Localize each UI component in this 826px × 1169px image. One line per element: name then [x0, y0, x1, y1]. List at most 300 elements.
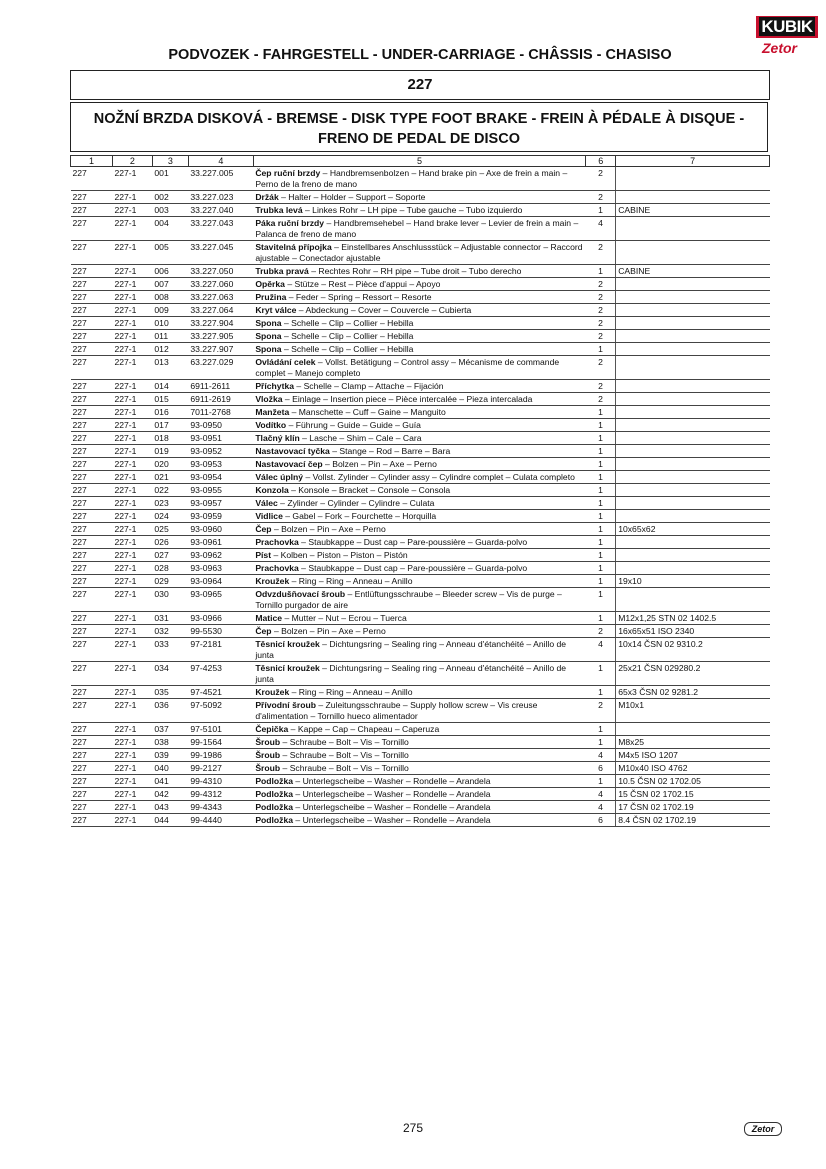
figure-cell: 227-1 [112, 330, 152, 343]
group-cell: 227 [71, 749, 113, 762]
quantity-cell: 1 [586, 432, 616, 445]
figure-cell: 227-1 [112, 406, 152, 419]
description-czech: Spona [255, 344, 282, 354]
description-czech: Příchytka [255, 381, 295, 391]
note-cell: 10.5 ČSN 02 1702.05 [616, 775, 770, 788]
quantity-cell: 1 [586, 662, 616, 686]
description-czech: Kroužek [255, 687, 290, 697]
table-row [71, 445, 770, 458]
description-cell [253, 393, 585, 406]
table-row [71, 356, 770, 380]
part-number-cell: 93-0952 [188, 445, 253, 458]
position-cell: 014 [152, 380, 188, 393]
description-czech: Stavitelná přípojka [255, 242, 332, 252]
table-row [71, 380, 770, 393]
description-cell [253, 380, 585, 393]
position-cell: 031 [152, 612, 188, 625]
part-number-cell: 93-0965 [188, 588, 253, 612]
quantity-cell: 1 [586, 549, 616, 562]
part-number-cell: 93-0966 [188, 612, 253, 625]
position-cell: 030 [152, 588, 188, 612]
figure-cell: 227-1 [112, 588, 152, 612]
description-czech: Manžeta [255, 407, 290, 417]
note-cell [616, 588, 770, 612]
description-translations: – Handbremsenbolzen – Hand brake pin – Axe de frein a main – Perno de la freno de mano [255, 168, 568, 189]
group-cell: 227 [71, 723, 113, 736]
section-header: PODVOZEK - FAHRGESTELL - UNDER-CARRIAGE - CHÂSSIS - CHASISO [168, 47, 672, 63]
position-cell: 015 [152, 393, 188, 406]
note-cell [616, 562, 770, 575]
note-cell [616, 445, 770, 458]
note-cell [616, 217, 770, 241]
description-czech: Prachovka [255, 563, 299, 573]
description-czech: Kryt válce [255, 305, 297, 315]
quantity-cell: 1 [586, 510, 616, 523]
group-cell: 227 [71, 484, 113, 497]
description-translations: – Schraube – Bolt – Vis – Tornillo [280, 763, 409, 773]
position-cell: 005 [152, 241, 188, 265]
group-cell: 227 [71, 330, 113, 343]
part-number-cell: 93-0960 [188, 523, 253, 536]
description-czech: Šroub [255, 763, 281, 773]
description-translations: – Handbremsehebel – Hand brake lever – Levier de frein a main – Palanca de freno de mano [255, 218, 579, 239]
group-cell: 227 [71, 291, 113, 304]
part-number-cell: 93-0957 [188, 497, 253, 510]
figure-cell: 227-1 [112, 686, 152, 699]
group-cell: 227 [71, 241, 113, 265]
figure-cell: 227-1 [112, 356, 152, 380]
group-cell: 227 [71, 612, 113, 625]
note-cell [616, 549, 770, 562]
figure-cell: 227-1 [112, 217, 152, 241]
description-translations: – Konsole – Bracket – Console – Consola [288, 485, 451, 495]
part-number-cell: 93-0955 [188, 484, 253, 497]
part-number-cell: 33.227.904 [188, 317, 253, 330]
description-czech: Tlačný klín [255, 433, 300, 443]
description-cell [253, 304, 585, 317]
note-cell [616, 510, 770, 523]
description-translations: – Bolzen – Pin – Axe – Perno [271, 524, 386, 534]
description-translations: – Einstellbares Anschlussstück – Adjustable connector – Raccord ajustable – Conectador ajustable [255, 242, 583, 263]
quantity-cell: 1 [586, 497, 616, 510]
note-cell: M8x25 [616, 736, 770, 749]
position-cell: 018 [152, 432, 188, 445]
position-cell: 016 [152, 406, 188, 419]
figure-cell: 227-1 [112, 432, 152, 445]
description-cell [253, 625, 585, 638]
figure-cell: 227-1 [112, 317, 152, 330]
position-cell: 023 [152, 497, 188, 510]
note-cell [616, 291, 770, 304]
description-czech: Páka ruční brzdy [255, 218, 325, 228]
position-cell: 026 [152, 536, 188, 549]
part-number-cell: 93-0954 [188, 471, 253, 484]
description-czech: Podložka [255, 789, 294, 799]
table-row [71, 458, 770, 471]
group-cell: 227 [71, 406, 113, 419]
group-cell: 227 [71, 588, 113, 612]
table-row [71, 749, 770, 762]
column-header: 5 [253, 156, 585, 167]
position-cell: 044 [152, 814, 188, 827]
description-translations: – Schraube – Bolt – Vis – Tornillo [280, 750, 409, 760]
position-cell: 029 [152, 575, 188, 588]
table-row [71, 536, 770, 549]
note-cell [616, 393, 770, 406]
note-cell: M12x1,25 STN 02 1402.5 [616, 612, 770, 625]
part-number-cell: 93-0963 [188, 562, 253, 575]
description-cell [253, 278, 585, 291]
description-czech: Čepička [255, 724, 289, 734]
note-cell: M10x40 ISO 4762 [616, 762, 770, 775]
figure-cell: 227-1 [112, 762, 152, 775]
figure-cell: 227-1 [112, 775, 152, 788]
description-translations: – Linkes Rohr – LH pipe – Tube gauche – Tubo izquierdo [302, 205, 523, 215]
description-translations: – Schelle – Clip – Collier – Hebilla [281, 318, 414, 328]
description-translations: – Unterlegscheibe – Washer – Rondelle – Arandela [293, 802, 491, 812]
note-cell [616, 330, 770, 343]
table-row [71, 217, 770, 241]
part-number-cell: 97-5092 [188, 699, 253, 723]
description-cell [253, 775, 585, 788]
description-cell [253, 471, 585, 484]
quantity-cell: 1 [586, 458, 616, 471]
zetor-footer-logo: Zetor [744, 1122, 782, 1136]
table-row [71, 575, 770, 588]
column-header: 7 [616, 156, 770, 167]
position-cell: 039 [152, 749, 188, 762]
table-row [71, 612, 770, 625]
note-cell: M10x1 [616, 699, 770, 723]
position-cell: 009 [152, 304, 188, 317]
group-cell: 227 [71, 510, 113, 523]
description-cell [253, 686, 585, 699]
quantity-cell: 6 [586, 762, 616, 775]
quantity-cell: 2 [586, 291, 616, 304]
position-cell: 036 [152, 699, 188, 723]
note-cell [616, 304, 770, 317]
part-number-cell: 33.227.045 [188, 241, 253, 265]
description-czech: Vodítko [255, 420, 287, 430]
position-cell: 004 [152, 217, 188, 241]
note-cell [616, 191, 770, 204]
table-row [71, 265, 770, 278]
figure-cell: 227-1 [112, 419, 152, 432]
description-czech: Prachovka [255, 537, 299, 547]
part-number-cell: 93-0951 [188, 432, 253, 445]
group-cell: 227 [71, 343, 113, 356]
part-number-cell: 33.227.907 [188, 343, 253, 356]
description-translations: – Stange – Rod – Barre – Bara [329, 446, 451, 456]
group-cell: 227 [71, 536, 113, 549]
group-cell: 227 [71, 638, 113, 662]
description-translations: – Staubkappe – Dust cap – Pare-poussière – Guarda-polvo [298, 563, 528, 573]
description-translations: – Schraube – Bolt – Vis – Tornillo [280, 737, 409, 747]
note-cell: 10x14 ČSN 02 9310.2 [616, 638, 770, 662]
quantity-cell: 1 [586, 419, 616, 432]
note-cell [616, 497, 770, 510]
table-row [71, 497, 770, 510]
note-cell: 19x10 [616, 575, 770, 588]
figure-cell: 227-1 [112, 536, 152, 549]
description-translations: – Schelle – Clamp – Attache – Fijación [294, 381, 444, 391]
part-number-cell: 63.227.029 [188, 356, 253, 380]
position-cell: 032 [152, 625, 188, 638]
description-czech: Nastavovací čep [255, 459, 323, 469]
quantity-cell: 4 [586, 801, 616, 814]
figure-cell: 227-1 [112, 549, 152, 562]
table-row [71, 204, 770, 217]
description-czech: Konzola [255, 485, 289, 495]
table-row [71, 167, 770, 191]
note-cell: 15 ČSN 02 1702.15 [616, 788, 770, 801]
group-cell: 227 [71, 393, 113, 406]
part-number-cell: 93-0961 [188, 536, 253, 549]
part-number-cell: 93-0964 [188, 575, 253, 588]
note-cell [616, 167, 770, 191]
description-translations: – Rechtes Rohr – RH pipe – Tube droit – Tubo derecho [308, 266, 522, 276]
quantity-cell: 2 [586, 317, 616, 330]
figure-cell: 227-1 [112, 343, 152, 356]
group-cell: 227 [71, 265, 113, 278]
description-translations: – Gabel – Fork – Fourchette – Horquilla [282, 511, 437, 521]
part-number-cell: 33.227.043 [188, 217, 253, 241]
note-cell [616, 458, 770, 471]
figure-cell: 227-1 [112, 304, 152, 317]
figure-cell: 227-1 [112, 801, 152, 814]
position-cell: 024 [152, 510, 188, 523]
quantity-cell: 2 [586, 278, 616, 291]
description-czech: Šroub [255, 737, 281, 747]
description-cell [253, 523, 585, 536]
zetor-logo: Zetor [762, 40, 797, 56]
quantity-cell: 4 [586, 788, 616, 801]
note-cell [616, 432, 770, 445]
group-cell: 227 [71, 736, 113, 749]
part-number-cell: 33.227.040 [188, 204, 253, 217]
part-number-cell: 99-1564 [188, 736, 253, 749]
figure-cell: 227-1 [112, 736, 152, 749]
group-cell: 227 [71, 662, 113, 686]
description-cell [253, 204, 585, 217]
table-row [71, 304, 770, 317]
description-translations: – Schelle – Clip – Collier – Hebilla [281, 344, 414, 354]
description-czech: Držák [255, 192, 279, 202]
figure-cell: 227-1 [112, 393, 152, 406]
description-translations: – Bolzen – Pin – Axe – Perno [271, 626, 386, 636]
part-number-cell: 99-5530 [188, 625, 253, 638]
group-cell: 227 [71, 814, 113, 827]
group-cell: 227 [71, 204, 113, 217]
group-cell: 227 [71, 549, 113, 562]
quantity-cell: 4 [586, 217, 616, 241]
position-cell: 002 [152, 191, 188, 204]
quantity-cell: 4 [586, 749, 616, 762]
group-cell: 227 [71, 278, 113, 291]
table-row [71, 191, 770, 204]
table-row [71, 343, 770, 356]
description-cell [253, 330, 585, 343]
table-row [71, 814, 770, 827]
description-translations: – Kolben – Piston – Piston – Pistón [271, 550, 408, 560]
part-number-cell: 6911-2611 [188, 380, 253, 393]
description-translations: – Stütze – Rest – Pièce d'appui – Apoyo [284, 279, 441, 289]
column-header: 6 [586, 156, 616, 167]
description-cell [253, 317, 585, 330]
position-cell: 040 [152, 762, 188, 775]
table-row [71, 330, 770, 343]
position-cell: 035 [152, 686, 188, 699]
position-cell: 017 [152, 419, 188, 432]
figure-cell: 227-1 [112, 575, 152, 588]
table-row [71, 662, 770, 686]
description-cell [253, 814, 585, 827]
description-cell [253, 612, 585, 625]
description-cell [253, 497, 585, 510]
description-translations: – Staubkappe – Dust cap – Pare-poussière – Guarda-polvo [298, 537, 528, 547]
description-translations: – Zuleitungsschraube – Supply hollow screw – Vis creuse d'alimentation – Tornillo hueco alimentador [255, 700, 538, 721]
figure-cell: 227-1 [112, 523, 152, 536]
description-cell [253, 432, 585, 445]
figure-cell: 227-1 [112, 291, 152, 304]
description-cell [253, 762, 585, 775]
group-cell: 227 [71, 167, 113, 191]
position-cell: 001 [152, 167, 188, 191]
quantity-cell: 2 [586, 167, 616, 191]
group-cell: 227 [71, 575, 113, 588]
description-czech: Těsnicí kroužek [255, 639, 320, 649]
group-cell: 227 [71, 458, 113, 471]
note-cell: 16x65x51 ISO 2340 [616, 625, 770, 638]
note-cell [616, 471, 770, 484]
group-cell: 227 [71, 432, 113, 445]
table-row [71, 510, 770, 523]
column-header: 3 [152, 156, 188, 167]
part-number-cell: 93-0962 [188, 549, 253, 562]
description-czech: Píst [255, 550, 272, 560]
group-number: 227 [70, 70, 770, 100]
note-cell [616, 536, 770, 549]
description-czech: Trubka levá [255, 205, 303, 215]
description-cell [253, 536, 585, 549]
group-cell: 227 [71, 356, 113, 380]
quantity-cell: 1 [586, 204, 616, 217]
position-cell: 034 [152, 662, 188, 686]
position-cell: 008 [152, 291, 188, 304]
group-cell: 227 [71, 380, 113, 393]
figure-cell: 227-1 [112, 723, 152, 736]
table-header-row [71, 156, 770, 167]
quantity-cell: 4 [586, 638, 616, 662]
part-number-cell: 7011-2768 [188, 406, 253, 419]
description-czech: Vidlice [255, 511, 283, 521]
position-cell: 027 [152, 549, 188, 562]
note-cell [616, 278, 770, 291]
table-row [71, 638, 770, 662]
description-czech: Čep [255, 524, 272, 534]
quantity-cell: 1 [586, 736, 616, 749]
table-row [71, 317, 770, 330]
group-cell: 227 [71, 317, 113, 330]
group-cell: 227 [71, 523, 113, 536]
note-cell: CABINE [616, 265, 770, 278]
note-cell: 65x3 ČSN 02 9281.2 [616, 686, 770, 699]
group-cell: 227 [71, 497, 113, 510]
figure-cell: 227-1 [112, 510, 152, 523]
figure-cell: 227-1 [112, 497, 152, 510]
description-cell [253, 749, 585, 762]
table-row [71, 291, 770, 304]
description-cell [253, 736, 585, 749]
description-czech: Spona [255, 318, 282, 328]
quantity-cell: 1 [586, 406, 616, 419]
position-cell: 022 [152, 484, 188, 497]
description-cell [253, 343, 585, 356]
figure-cell: 227-1 [112, 814, 152, 827]
description-czech: Přívodní šroub [255, 700, 316, 710]
part-number-cell: 33.227.063 [188, 291, 253, 304]
description-cell [253, 445, 585, 458]
description-cell [253, 662, 585, 686]
figure-cell: 227-1 [112, 191, 152, 204]
figure-cell: 227-1 [112, 167, 152, 191]
position-cell: 003 [152, 204, 188, 217]
part-number-cell: 99-4440 [188, 814, 253, 827]
group-cell: 227 [71, 625, 113, 638]
group-cell: 227 [71, 788, 113, 801]
table-row [71, 484, 770, 497]
figure-cell: 227-1 [112, 638, 152, 662]
note-cell [616, 723, 770, 736]
description-translations: – Ring – Ring – Anneau – Anillo [289, 687, 413, 697]
part-number-cell: 33.227.060 [188, 278, 253, 291]
description-cell [253, 191, 585, 204]
position-cell: 020 [152, 458, 188, 471]
description-czech: Vložka [255, 394, 283, 404]
description-czech: Podložka [255, 776, 294, 786]
description-cell [253, 562, 585, 575]
part-number-cell: 33.227.064 [188, 304, 253, 317]
group-cell: 227 [71, 699, 113, 723]
quantity-cell: 1 [586, 484, 616, 497]
description-cell [253, 699, 585, 723]
note-cell [616, 406, 770, 419]
quantity-cell: 1 [586, 588, 616, 612]
description-cell [253, 291, 585, 304]
kubik-logo: KUBIK [756, 16, 818, 38]
table-row [71, 471, 770, 484]
quantity-cell: 2 [586, 699, 616, 723]
note-cell: 25x21 ČSN 029280.2 [616, 662, 770, 686]
description-cell [253, 484, 585, 497]
note-cell [616, 484, 770, 497]
table-row [71, 686, 770, 699]
note-cell [616, 343, 770, 356]
position-cell: 011 [152, 330, 188, 343]
quantity-cell: 2 [586, 241, 616, 265]
part-number-cell: 97-5101 [188, 723, 253, 736]
table-row [71, 801, 770, 814]
table-row [71, 562, 770, 575]
table-row [71, 278, 770, 291]
quantity-cell: 1 [586, 523, 616, 536]
quantity-cell: 1 [586, 536, 616, 549]
group-cell: 227 [71, 217, 113, 241]
quantity-cell: 1 [586, 775, 616, 788]
description-czech: Podložka [255, 802, 294, 812]
table-row [71, 432, 770, 445]
description-cell [253, 419, 585, 432]
